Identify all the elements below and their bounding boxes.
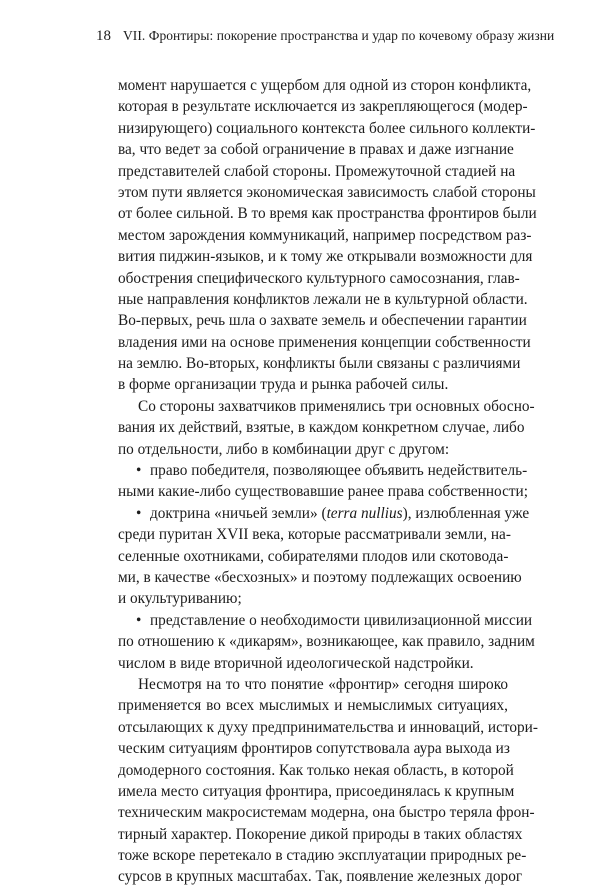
text-line: на землю. Во-вторых, конфликты были связаны с различиями [118,355,521,373]
page-number: 18 [96,28,111,44]
chapter-title: VII. Фронтиры: покорение пространства и удар по кочевому образу жизни [123,28,555,43]
text-line: владения ими на основе применения концепции собственности [118,333,531,351]
paragraph-first-line: Со стороны захватчиков применялись три основных обосно- [138,397,535,415]
text-line: ными какие-либо существовавшие ранее права собственности; [118,483,528,501]
text-line: этом пути является экономическая зависимость слабой стороны [118,183,536,201]
text-line: ва, что ведет за собой ограничение в правах и даже изгнание [118,141,514,159]
bullet-icon: • [136,462,142,480]
text-line: имела место ситуация фронтира, присоединялась к крупным [118,782,515,800]
text-line: среди пуритан XVII века, которые рассматривали земли, на- [118,526,511,544]
bullet-text: представление о необходимости цивилизационной миссии [150,611,533,629]
text-line: которая в результате исключается из закрепляющегося (модер- [118,98,528,116]
latin-term: terra nullius [326,504,403,522]
bullet-icon: • [136,611,142,629]
bullet-text: доктрина «ничьей земли» ( [150,504,327,522]
text-line: селенные охотниками, собирателями плодов или скотовода- [118,547,509,565]
text-line: ные направления конфликтов лежали не в культурной области. [118,290,528,308]
text-line: по отдельности, либо в комбинации друг с другом: [118,440,450,458]
bullet-item-first-line [118,503,530,524]
text-line: вития пиджин-языков, и к тому же открывали возможности для [118,248,533,266]
text-line: сурсов в крупных масштабах. Так, появление железных дорог [118,868,523,886]
text-line: ческим ситуациям фронтиров сопутствовала аура выхода из [118,740,510,758]
text-line: по отношению к «дикарям», возникающее, как правило, задним [118,633,535,651]
text-line: ми, в качестве «бесхозных» и поэтому подлежащих освоению [118,568,522,586]
text-line: Во-первых, речь шла о захвате земель и обеспечении гарантии [118,312,527,330]
bullet-item-first-line [118,610,533,631]
paragraph-first-line: Несмотря на то что понятие «фронтир» сегодня широко [138,675,508,693]
text-line: домодерного состояния. Как только некая область, в которой [118,761,514,779]
text-line: и окультуриванию; [118,590,242,608]
text-line: обострения специфического культурного самосознания, глав- [118,269,520,287]
text-line: момент нарушается с ущербом для одной из сторон конфликта, [118,77,532,94]
bullet-text: право победителя, позволяющее объявить недействитель- [150,462,528,480]
body-text [118,75,538,888]
text-line: числом в виде вторичной идеологической надстройки. [118,654,474,672]
bullet-text: ), излюбленная уже [402,504,530,522]
bullet-icon: • [136,504,142,522]
text-line: тирный характер. Покорение дикой природы в таких областях [118,825,523,843]
text-line: отсылающих к духу предпринимательства и инноваций, истори- [118,718,538,736]
text-line: тоже вскоре перетекало в стадию эксплуатации природных ре- [118,847,527,865]
text-line: применяется во всех мыслимых и немыслимых ситуациях, [118,697,508,715]
text-line: в форме организации труда и рынка рабочей силы. [118,376,449,394]
text-line: низирующего) социального контекста более сильного коллекти- [118,119,536,137]
text-line: от более сильной. В то время как пространства фронтиров были [118,205,537,223]
text-line: вания их действий, взятые, в каждом конкретном случае, либо [118,419,525,437]
text-line: техническим макросистемам модерна, она быстро теряла фрон- [118,804,535,822]
text-line: представителей слабой стороны. Промежуточной стадией на [118,162,516,180]
text-line: местом зарождения коммуникаций, например посредством раз- [118,226,532,244]
bullet-item-first-line [118,460,528,481]
running-header [96,28,555,45]
